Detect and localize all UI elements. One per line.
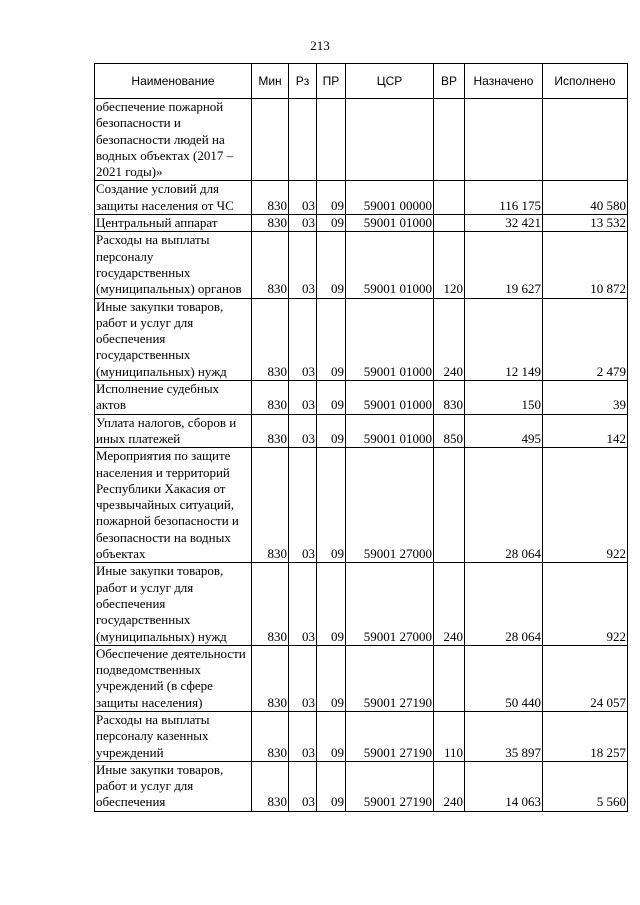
row-min: 830 (252, 181, 289, 215)
row-pr (317, 99, 346, 181)
row-csr: 59001 27190 (346, 645, 434, 711)
row-pr: 09 (317, 381, 346, 415)
row-rz: 03 (289, 414, 317, 448)
header-row (95, 64, 628, 99)
row-executed: 5 560 (543, 761, 628, 811)
row-rz: 03 (289, 761, 317, 811)
table-body (95, 99, 628, 812)
row-rz: 03 (289, 232, 317, 298)
row-executed: 10 872 (543, 232, 628, 298)
row-pr: 09 (317, 761, 346, 811)
row-vr: 850 (434, 414, 465, 448)
row-name: Центральный аппарат (95, 215, 252, 232)
row-executed: 18 257 (543, 711, 628, 761)
table-row (95, 381, 628, 415)
row-csr: 59001 01000 (346, 414, 434, 448)
header-pr: ПР (317, 64, 346, 99)
row-name: Обеспечение деятельности подведомственных учреждений (в сфере защиты населения) (95, 645, 252, 711)
row-executed: 142 (543, 414, 628, 448)
row-min: 830 (252, 448, 289, 563)
header-name: Наименование (95, 64, 252, 99)
row-pr: 09 (317, 232, 346, 298)
row-vr: 240 (434, 298, 465, 380)
row-min: 830 (252, 381, 289, 415)
row-assigned: 28 064 (465, 448, 543, 563)
row-min: 830 (252, 215, 289, 232)
row-min: 830 (252, 414, 289, 448)
row-pr: 09 (317, 298, 346, 380)
row-assigned: 116 175 (465, 181, 543, 215)
row-name: Создание условий для защиты населения от ЧС (95, 181, 252, 215)
table-row (95, 215, 628, 232)
row-assigned (465, 99, 543, 181)
row-rz: 03 (289, 711, 317, 761)
row-csr: 59001 01000 (346, 232, 434, 298)
row-rz: 03 (289, 381, 317, 415)
table-row (95, 761, 628, 811)
row-executed: 922 (543, 448, 628, 563)
row-name: Расходы на выплаты персоналу государственных (муниципальных) органов (95, 232, 252, 298)
row-vr: 830 (434, 381, 465, 415)
row-csr: 59001 27000 (346, 448, 434, 563)
row-executed: 24 057 (543, 645, 628, 711)
row-name: Расходы на выплаты персоналу казенных учреждений (95, 711, 252, 761)
table-row (95, 232, 628, 298)
row-assigned: 28 064 (465, 563, 543, 645)
row-pr: 09 (317, 711, 346, 761)
row-pr: 09 (317, 563, 346, 645)
table-row (95, 645, 628, 711)
row-executed: 40 580 (543, 181, 628, 215)
row-vr (434, 181, 465, 215)
row-vr (434, 99, 465, 181)
row-vr (434, 448, 465, 563)
row-min: 830 (252, 761, 289, 811)
header-csr: ЦСР (346, 64, 434, 99)
row-min: 830 (252, 298, 289, 380)
row-assigned: 35 897 (465, 711, 543, 761)
row-min: 830 (252, 563, 289, 645)
row-name: Исполнение судебных актов (95, 381, 252, 415)
table-row (95, 448, 628, 563)
row-csr: 59001 27000 (346, 563, 434, 645)
row-rz: 03 (289, 448, 317, 563)
row-name: Мероприятия по защите населения и территорий Республики Хакасия от чрезвычайных ситуаций, пожарной безопасности и безопасности на водных объектах (95, 448, 252, 563)
row-assigned: 50 440 (465, 645, 543, 711)
row-csr: 59001 00000 (346, 181, 434, 215)
table-row (95, 563, 628, 645)
header-rz: Рз (289, 64, 317, 99)
row-rz: 03 (289, 645, 317, 711)
row-vr: 240 (434, 563, 465, 645)
row-assigned: 32 421 (465, 215, 543, 232)
header-executed: Исполнено (543, 64, 628, 99)
row-vr: 240 (434, 761, 465, 811)
table-row (95, 298, 628, 380)
row-assigned: 19 627 (465, 232, 543, 298)
row-rz (289, 99, 317, 181)
row-executed (543, 99, 628, 181)
row-rz: 03 (289, 298, 317, 380)
row-assigned: 150 (465, 381, 543, 415)
row-csr: 59001 27190 (346, 711, 434, 761)
row-pr: 09 (317, 645, 346, 711)
row-name: Уплата налогов, сборов и иных платежей (95, 414, 252, 448)
page-number: 213 (310, 38, 330, 53)
row-vr: 120 (434, 232, 465, 298)
row-vr (434, 645, 465, 711)
row-pr: 09 (317, 414, 346, 448)
row-csr: 59001 01000 (346, 381, 434, 415)
row-csr: 59001 01000 (346, 215, 434, 232)
row-csr: 59001 27190 (346, 761, 434, 811)
row-assigned: 495 (465, 414, 543, 448)
budget-table (94, 63, 628, 812)
header-min: Мин (252, 64, 289, 99)
row-csr: 59001 01000 (346, 298, 434, 380)
table-row (95, 99, 628, 181)
row-pr: 09 (317, 448, 346, 563)
row-pr: 09 (317, 181, 346, 215)
row-executed: 39 (543, 381, 628, 415)
row-min: 830 (252, 645, 289, 711)
row-rz: 03 (289, 563, 317, 645)
row-rz: 03 (289, 181, 317, 215)
row-csr (346, 99, 434, 181)
row-vr: 110 (434, 711, 465, 761)
row-min: 830 (252, 232, 289, 298)
table-row (95, 414, 628, 448)
header-vr: ВР (434, 64, 465, 99)
row-rz: 03 (289, 215, 317, 232)
row-name: Иные закупки товаров, работ и услуг для обеспечения (95, 761, 252, 811)
row-name: Иные закупки товаров, работ и услуг для обеспечения государственных (муниципальных) нужд (95, 563, 252, 645)
row-assigned: 12 149 (465, 298, 543, 380)
row-executed: 13 532 (543, 215, 628, 232)
row-pr: 09 (317, 215, 346, 232)
header-assigned: Назначено (465, 64, 543, 99)
row-name: обеспечение пожарной безопасности и безопасности людей на водных объектах (2017 – 2021 годы)» (95, 99, 252, 181)
row-min (252, 99, 289, 181)
row-min: 830 (252, 711, 289, 761)
row-executed: 2 479 (543, 298, 628, 380)
table-row (95, 711, 628, 761)
table-header (95, 64, 628, 99)
row-executed: 922 (543, 563, 628, 645)
row-name: Иные закупки товаров, работ и услуг для обеспечения государственных (муниципальных) нужд (95, 298, 252, 380)
row-vr (434, 215, 465, 232)
table-row (95, 181, 628, 215)
row-assigned: 14 063 (465, 761, 543, 811)
